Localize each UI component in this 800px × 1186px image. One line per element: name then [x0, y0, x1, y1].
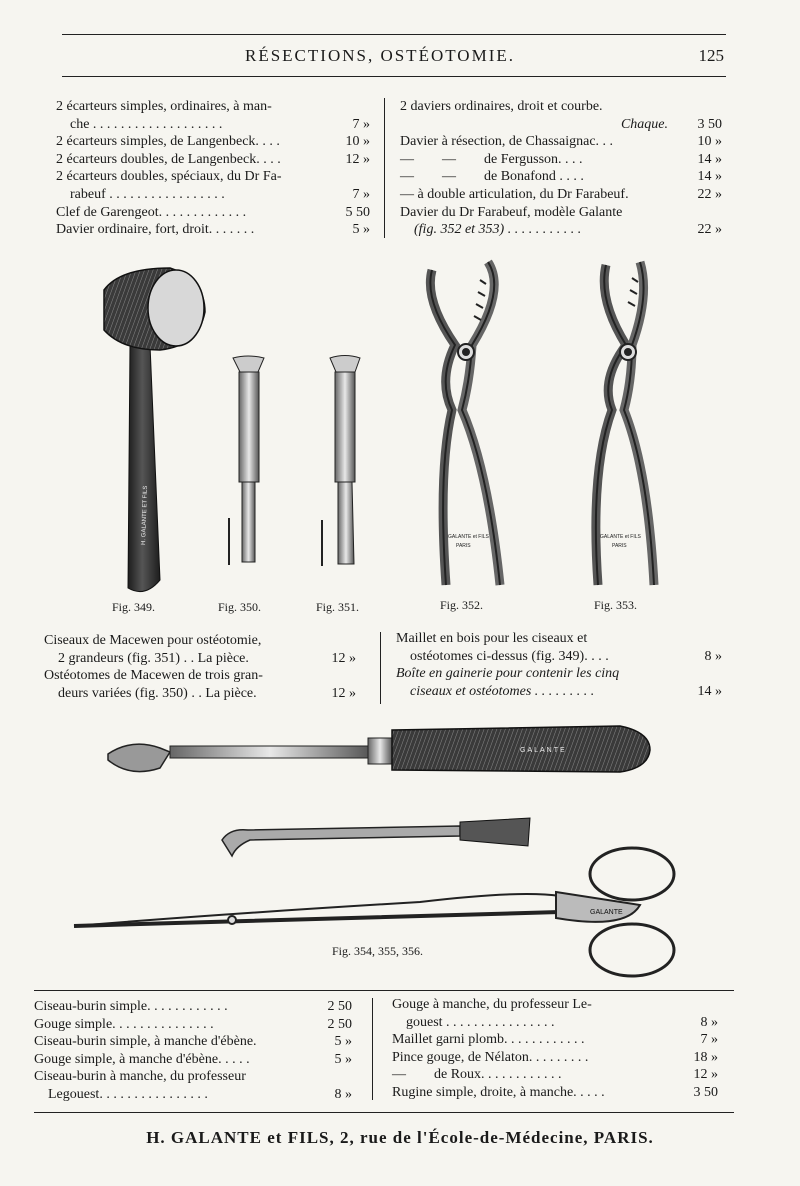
list-item: che . . . . . . . . . . . . . . . . . . . 7 » [70, 116, 370, 132]
list-item: — de Roux. . . . . . . . . . . . 12 » [392, 1067, 718, 1083]
fig-354-356-caption: Fig. 354, 355, 356. [332, 944, 424, 958]
list-item: rabeuf . . . . . . . . . . . . . . . . . 7 » [70, 186, 370, 202]
list-item: — — de Bonafond . . . . 14 » [400, 169, 722, 185]
list-item: 2 écarteurs doubles, de Langenbeck. . . . 12 » [56, 151, 370, 167]
list-item: Chaque. 3 50 [620, 116, 722, 132]
list-item: deurs variées (fig. 350) . . La pièce. 12 » [58, 685, 356, 701]
forceps-352-city: PARIS [456, 543, 471, 549]
fig-349-caption: Fig. 349. [112, 600, 156, 614]
list-item: Ciseau-burin à manche, du professeur [34, 1069, 246, 1085]
bottom-left-price-list [34, 998, 352, 1104]
list-item: 2 écarteurs simples, de Langenbeck. . . . 10 » [56, 134, 370, 150]
fig-352-caption: Fig. 352. [440, 598, 484, 612]
list-item: ciseaux et ostéotomes . . . . . . . . . 14 » [410, 683, 722, 699]
list-item: Pince gouge, de Nélaton. . . . . . . . . 18 » [392, 1049, 718, 1065]
chisel-handle-engraving: GALANTE [520, 747, 567, 754]
section-rule [34, 990, 734, 991]
footer-rule [34, 1112, 734, 1113]
list-item: Ciseau-burin simple, à manche d'ébène. 5 » [34, 1034, 352, 1050]
list-item: Boîte en gainerie pour contenir les cinq [396, 666, 620, 682]
list-item: 2 grandeurs (fig. 351) . . La pièce. 12 » [58, 650, 356, 666]
scissors-engraving: GALANTE [590, 909, 623, 916]
list-item: Gouge à manche, du professeur Le- [392, 997, 592, 1012]
list-item: — à double articulation, du Dr Farabeuf. 22 » [400, 186, 722, 202]
list-item: Ostéotomes de Macewen de trois gran- [44, 668, 263, 684]
list-item: ostéotomes ci-dessus (fig. 349). . . . 8 » [410, 648, 722, 664]
mallet-engraving: H. GALANTE ET FILS [141, 485, 150, 546]
gouge-illustration [222, 818, 530, 856]
list-item: Clef de Garengeot. . . . . . . . . . . . . 5 50 [56, 204, 370, 220]
bottom-right-price-list [392, 996, 718, 1102]
list-item: 2 écarteurs simples, ordinaires, à man- [56, 99, 272, 114]
fig-351-caption: Fig. 351. [316, 600, 360, 614]
list-item: Davier ordinaire, fort, droit. . . . . . . 5 » [56, 222, 370, 238]
list-item: 2 daviers ordinaires, droit et courbe. [400, 99, 603, 114]
page-number: 125 [698, 46, 724, 65]
fig-353-caption: Fig. 353. [594, 598, 638, 612]
list-item: Maillet garni plomb. . . . . . . . . . . . 7 » [392, 1032, 718, 1048]
forceps-353-city: PARIS [612, 543, 627, 549]
page-title: RÉSECTIONS, OSTÉOTOMIE. [245, 46, 515, 65]
fig-350-caption: Fig. 350. [218, 600, 262, 614]
list-item: Gouge simple, à manche d'ébène. . . . . 5 » [34, 1051, 352, 1067]
forceps-352-engraving: GALANTE et FILS [448, 534, 489, 540]
list-item: Davier à résection, de Chassaignac. . . 10 » [400, 134, 722, 150]
list-item: Davier du Dr Farabeuf, modèle Galante [400, 204, 623, 220]
list-item: gouest . . . . . . . . . . . . . . . . 8 » [406, 1014, 718, 1030]
list-item: — — de Fergusson. . . . 14 » [400, 151, 722, 167]
publisher-footer: H. GALANTE et FILS, 2, rue de l'École-de-Médecine, PARIS. [146, 1128, 654, 1147]
handled-chisel-illustration [108, 726, 650, 772]
list-item: Legouest. . . . . . . . . . . . . . . . 8 » [48, 1086, 352, 1102]
list-item: Gouge simple. . . . . . . . . . . . . . . 2 50 [34, 1016, 352, 1032]
list-item: (fig. 352 et 353) . . . . . . . . . . . 22 » [414, 222, 722, 238]
list-item: Ciseaux de Macewen pour ostéotomie, [44, 633, 262, 648]
column-divider [372, 998, 373, 1100]
list-item: Rugine simple, droite, à manche. . . . . 3 50 [392, 1084, 718, 1100]
list-item: Ciseau-burin simple. . . . . . . . . . . . 2 50 [34, 999, 352, 1014]
forceps-353-engraving: GALANTE et FILS [600, 534, 641, 540]
list-item: 2 écarteurs doubles, spéciaux, du Dr Fa- [56, 169, 282, 185]
list-item: Maillet en bois pour les ciseaux et [396, 631, 588, 646]
